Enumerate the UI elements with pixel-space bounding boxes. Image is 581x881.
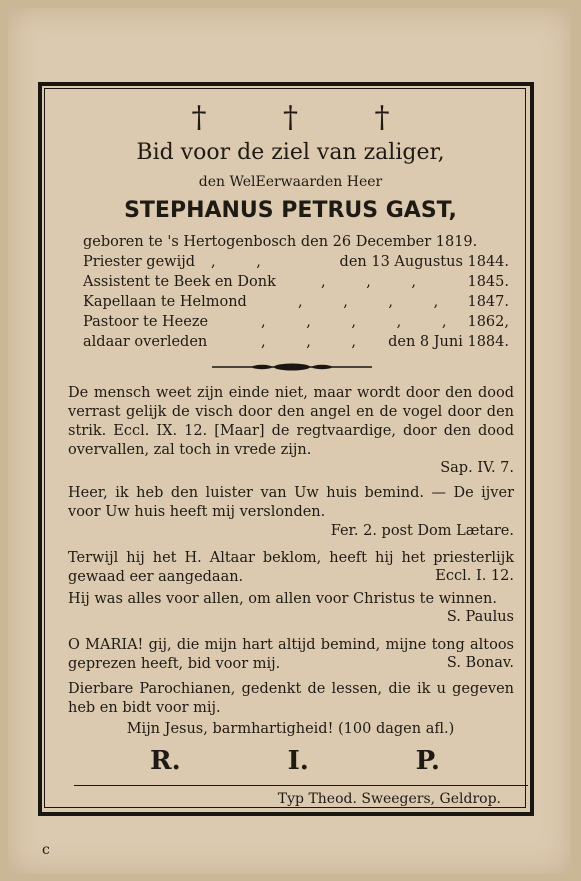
cross-icon: † (374, 100, 390, 135)
bottom-rule (74, 785, 528, 786)
title-line: den WelEerwaarden Heer (198, 174, 383, 190)
rip-letter: I. (287, 746, 309, 776)
indulgence-prayer: Mijn Jesus, barmhartigheid! (100 dagen afl.) (126, 721, 455, 737)
prayer-heading: Bid voor de ziel van zaliger, (136, 140, 445, 165)
cross-icon: † (191, 100, 207, 135)
rip-letter: R. (150, 746, 181, 776)
cross-icon: † (283, 100, 298, 135)
scripture-reference: Sap. IV. 7. (440, 460, 514, 476)
ornamental-divider (212, 362, 372, 372)
deceased-name: STEPHANUS PETRUS GAST, (124, 198, 457, 223)
scripture-paragraph: Heer, ik heb den luister van Uw huis bemind. — De ijver voor Uw huis heeft mij verslonden. (68, 485, 514, 520)
scripture-paragraph: Terwijl hij het H. Altaar beklom, heeft hij het priesterlijk gewaad eer aangedaan. (68, 550, 514, 585)
cross-row (0, 100, 581, 135)
rip-letters (150, 746, 440, 776)
rip-letter: P. (415, 746, 440, 776)
scripture-reference: S. Paulus (446, 609, 514, 625)
scripture-reference: S. Bonav. (446, 655, 514, 671)
scripture-paragraph: Hij was alles voor allen, om allen voor Christus te winnen. (68, 591, 497, 607)
scripture-reference: Eccl. I. 12. (435, 568, 514, 584)
farewell-paragraph: Dierbare Parochianen, gedenkt de lessen, die ik u gegeven heb en bidt voor mij. (68, 681, 514, 716)
printer-credit: Typ Theod. Sweegers, Geldrop. (277, 791, 501, 807)
prayer-paragraph: O MARIA! gij, die mijn hart altijd bemind, mijne tong altoos geprezen heeft, bid voor mij. (68, 637, 514, 672)
scripture-paragraph: De mensch weet zijn einde niet, maar wordt door den dood verrast gelijk de visch door den angel en de vogel door den strik. Eccl. IX. 12. [Maar] de regtvaardige, door den dood overvallen, zal toch in vrede zijn. (68, 385, 514, 458)
corner-mark: c (42, 842, 50, 858)
scripture-reference: Fer. 2. post Dom Lætare. (330, 523, 514, 539)
